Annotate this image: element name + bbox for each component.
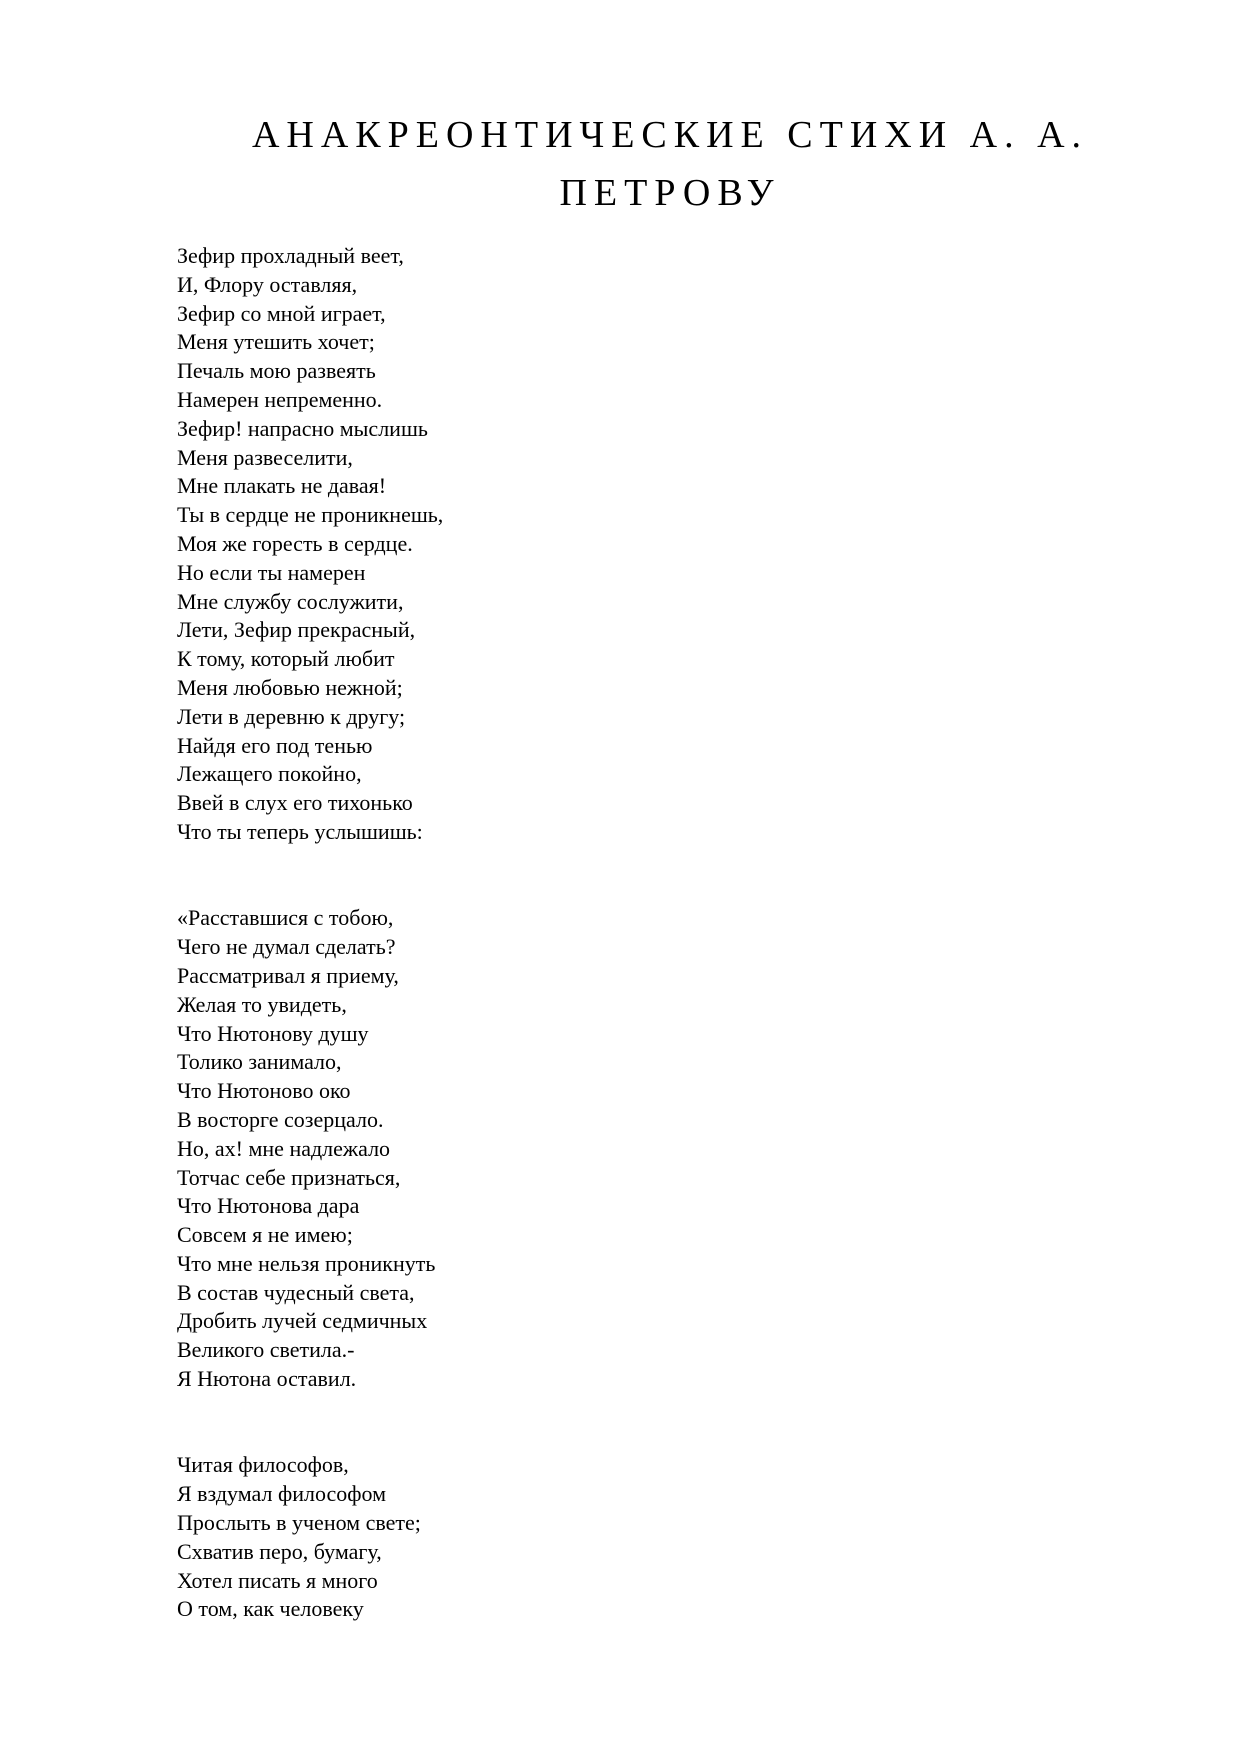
poem-line: Лети в деревню к другу; bbox=[177, 703, 406, 729]
poem-line: И, Флору оставляя, bbox=[177, 271, 358, 297]
poem-line: Ты в сердце не проникнешь, bbox=[177, 502, 444, 528]
poem-line: Мне плакать не давая! bbox=[177, 473, 387, 499]
poem-body bbox=[177, 242, 1077, 1624]
poem-line: Но, ах! мне надлежало bbox=[177, 1135, 391, 1161]
poem-line: Великого светила.- bbox=[177, 1337, 355, 1363]
poem-line: Зефир со мной играет, bbox=[177, 300, 386, 326]
poem-line: Тотчас себе признаться, bbox=[177, 1164, 401, 1190]
poem-line: В восторге созерцало. bbox=[177, 1106, 384, 1132]
poem-line: Что ты теперь услышишь: bbox=[177, 818, 423, 844]
page-title bbox=[230, 106, 1110, 222]
title-line: ПЕТРОВУ bbox=[559, 172, 781, 214]
poem-line: Найдя его под тенью bbox=[177, 732, 373, 758]
poem-line: Я вздумал философом bbox=[177, 1481, 387, 1507]
poem-line: Моя же горесть в сердце. bbox=[177, 530, 413, 556]
stanza bbox=[177, 242, 1077, 847]
poem-line: Совсем я не имею; bbox=[177, 1222, 353, 1248]
poem-line: Печаль мою развеять bbox=[177, 358, 376, 384]
poem-line: Толико занимало, bbox=[177, 1049, 342, 1075]
poem-line: Лети, Зефир прекрасный, bbox=[177, 617, 416, 643]
poem-line: Что Нютонова дара bbox=[177, 1193, 360, 1219]
poem-line: Что мне нельзя проникнуть bbox=[177, 1250, 436, 1276]
poem-line: О том, как человеку bbox=[177, 1596, 364, 1622]
poem-line: Схватив перо, бумагу, bbox=[177, 1538, 382, 1564]
poem-line: Лежащего покойно, bbox=[177, 761, 362, 787]
poem-line: Меня утешить хочет; bbox=[177, 329, 375, 355]
poem-line: Читая философов, bbox=[177, 1452, 349, 1478]
poem-line: Желая то увидеть, bbox=[177, 991, 347, 1017]
poem-line: В состав чудесный света, bbox=[177, 1279, 415, 1305]
poem-line: Зефир! напрасно мыслишь bbox=[177, 415, 428, 441]
poem-line: Дробить лучей седмичных bbox=[177, 1308, 428, 1334]
poem-line: Чего не думал сделать? bbox=[177, 934, 396, 960]
poem-line: Меня любовью нежной; bbox=[177, 674, 403, 700]
poem-line: Ввей в слух его тихонько bbox=[177, 790, 413, 816]
poem-line: Прослыть в ученом свете; bbox=[177, 1510, 421, 1536]
poem-line: Я Нютона оставил. bbox=[177, 1366, 357, 1392]
poem-line: Хотел писать я много bbox=[177, 1567, 378, 1593]
poem-line: Но если ты намерен bbox=[177, 559, 366, 585]
stanza bbox=[177, 904, 1077, 1394]
poem-line: Меня развеселити, bbox=[177, 444, 353, 470]
poem-line: К тому, который любит bbox=[177, 646, 395, 672]
poem-line: Зефир прохладный веет, bbox=[177, 243, 404, 268]
poem-line: Что Нютоново око bbox=[177, 1078, 351, 1104]
poem-line: Намерен непременно. bbox=[177, 386, 383, 412]
poem-line: «Расставшися с тобою, bbox=[177, 905, 394, 931]
poem-line: Рассматривал я приему, bbox=[177, 962, 399, 988]
poem-line: Что Нютонову душу bbox=[177, 1020, 369, 1046]
title-line: АНАКРЕОНТИЧЕСКИЕ СТИХИ А. А. bbox=[251, 114, 1089, 156]
stanza bbox=[177, 1451, 1077, 1624]
poem-line: Мне службу сослужити, bbox=[177, 588, 404, 614]
